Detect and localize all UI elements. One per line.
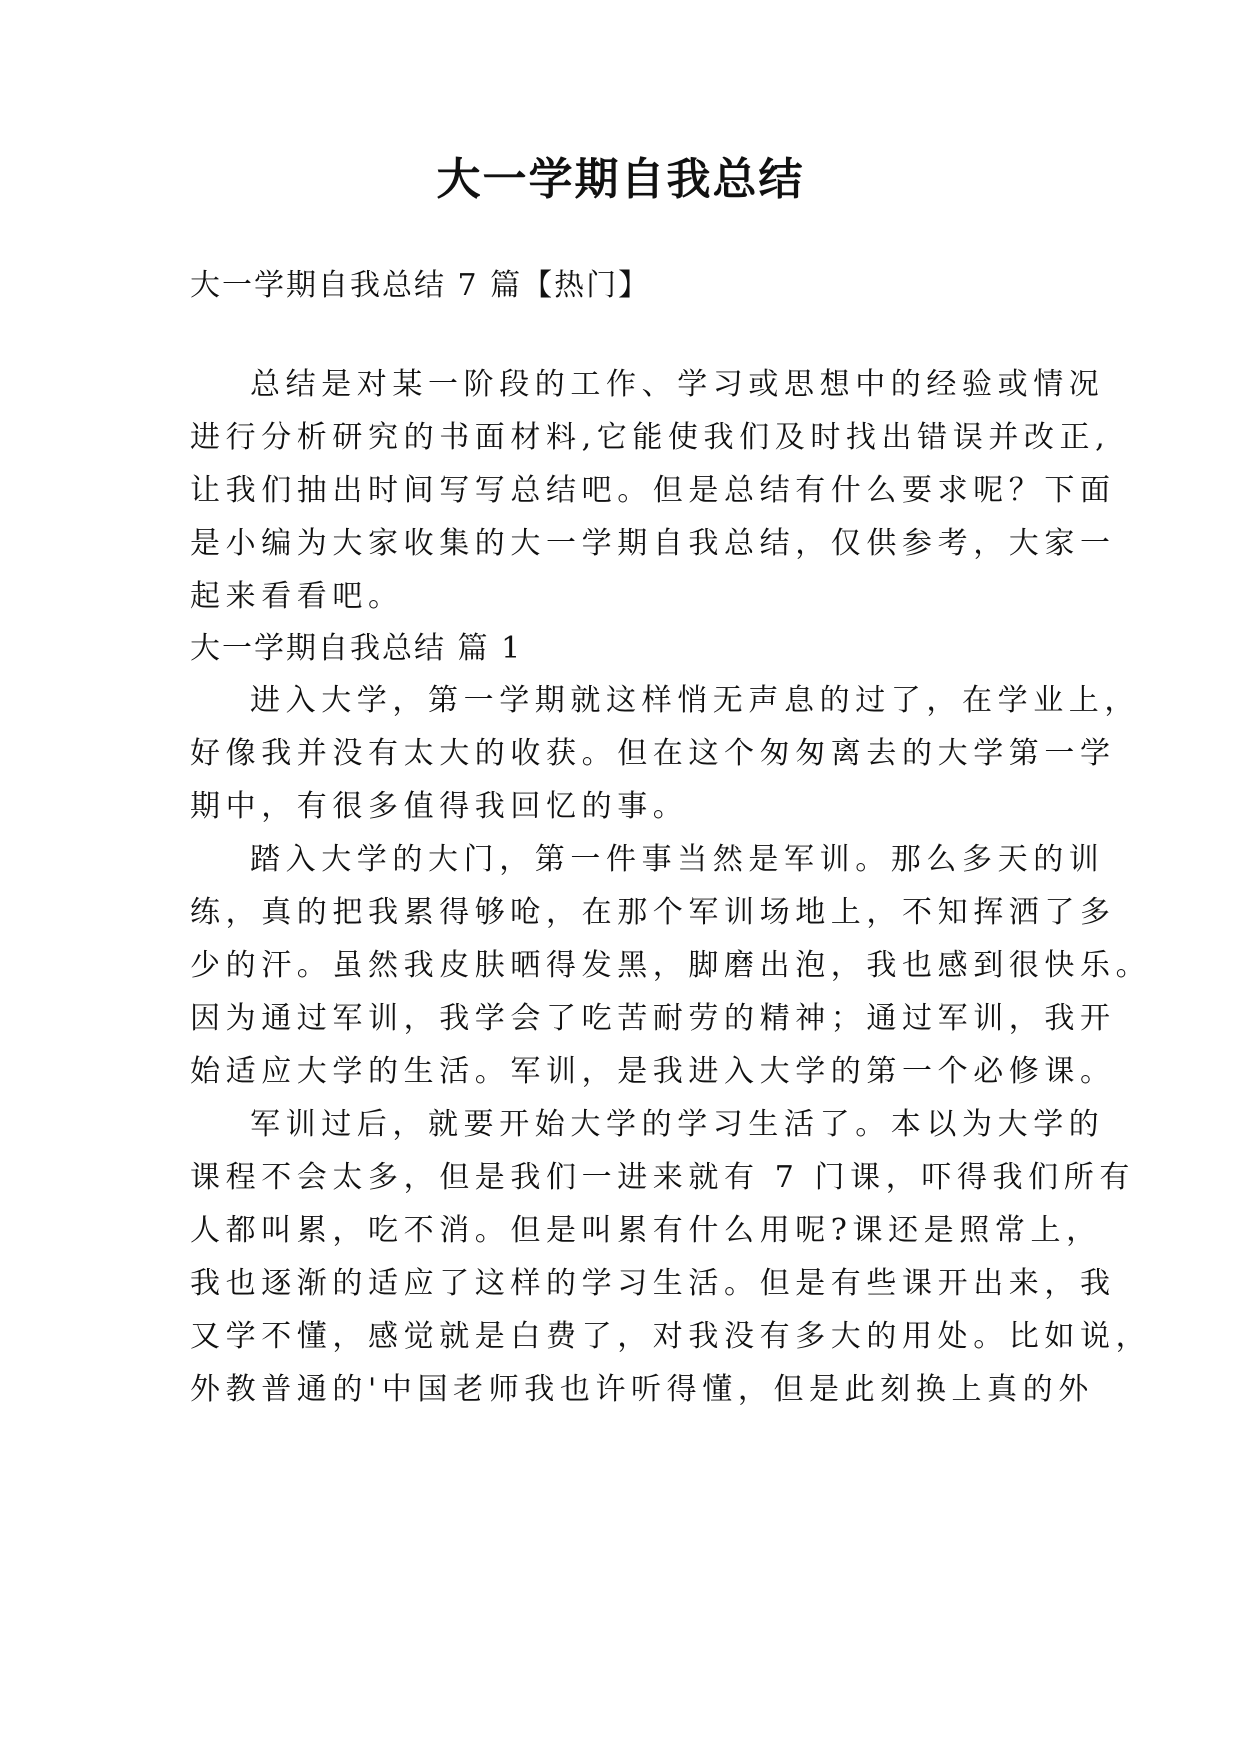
intro-line: 让我们抽出时间写写总结吧。但是总结有什么要求呢？下面: [190, 473, 1116, 508]
paragraph-line: 少的汗。虽然我皮肤晒得发黑，脚磨出泡，我也感到很快乐。: [190, 948, 1152, 983]
section-heading: 大一学期自我总结 篇 1: [190, 631, 523, 666]
paragraph-line: 始适应大学的生活。军训，是我进入大学的第一个必修课。: [190, 1054, 1116, 1089]
paragraph-line: 军训过后，就要开始大学的学习生活了。本以为大学的: [250, 1107, 1105, 1142]
paragraph-line: 课程不会太多，但是我们一进来就有 7 门课，吓得我们所有: [190, 1160, 1135, 1195]
intro-line: 起来看看吧。: [190, 579, 404, 614]
paragraph-line: 又学不懂，感觉就是白费了，对我没有多大的用处。比如说，: [190, 1319, 1152, 1354]
paragraph-line: 期中，有很多值得我回忆的事。: [190, 789, 689, 824]
paragraph-line: 踏入大学的大门，第一件事当然是军训。那么多天的训: [250, 842, 1105, 877]
paragraph-line: 外教普通的'中国老师我也许听得懂，但是此刻换上真的外: [190, 1372, 1094, 1407]
paragraph-line: 我也逐渐的适应了这样的学习生活。但是有些课开出来，我: [190, 1266, 1116, 1301]
paragraph-line: 人都叫累，吃不消。但是叫累有什么用呢?课还是照常上，: [190, 1213, 1102, 1248]
paragraph-line: 练，真的把我累得够呛，在那个军训场地上，不知挥洒了多: [190, 895, 1116, 930]
intro-line: 进行分析研究的书面材料,它能使我们及时找出错误并改正,: [190, 420, 1111, 455]
document-subtitle: 大一学期自我总结 7 篇【热门】: [190, 268, 651, 303]
document-title: 大一学期自我总结: [436, 154, 805, 205]
paragraph-line: 进入大学，第一学期就这样悄无声息的过了，在学业上，: [250, 683, 1140, 718]
intro-line: 总结是对某一阶段的工作、学习或思想中的经验或情况: [250, 367, 1105, 402]
paragraph-line: 好像我并没有太大的收获。但在这个匆匆离去的大学第一学: [190, 736, 1116, 771]
intro-line: 是小编为大家收集的大一学期自我总结，仅供参考，大家一: [190, 526, 1116, 561]
paragraph-line: 因为通过军训，我学会了吃苦耐劳的精神；通过军训，我开: [190, 1001, 1116, 1036]
